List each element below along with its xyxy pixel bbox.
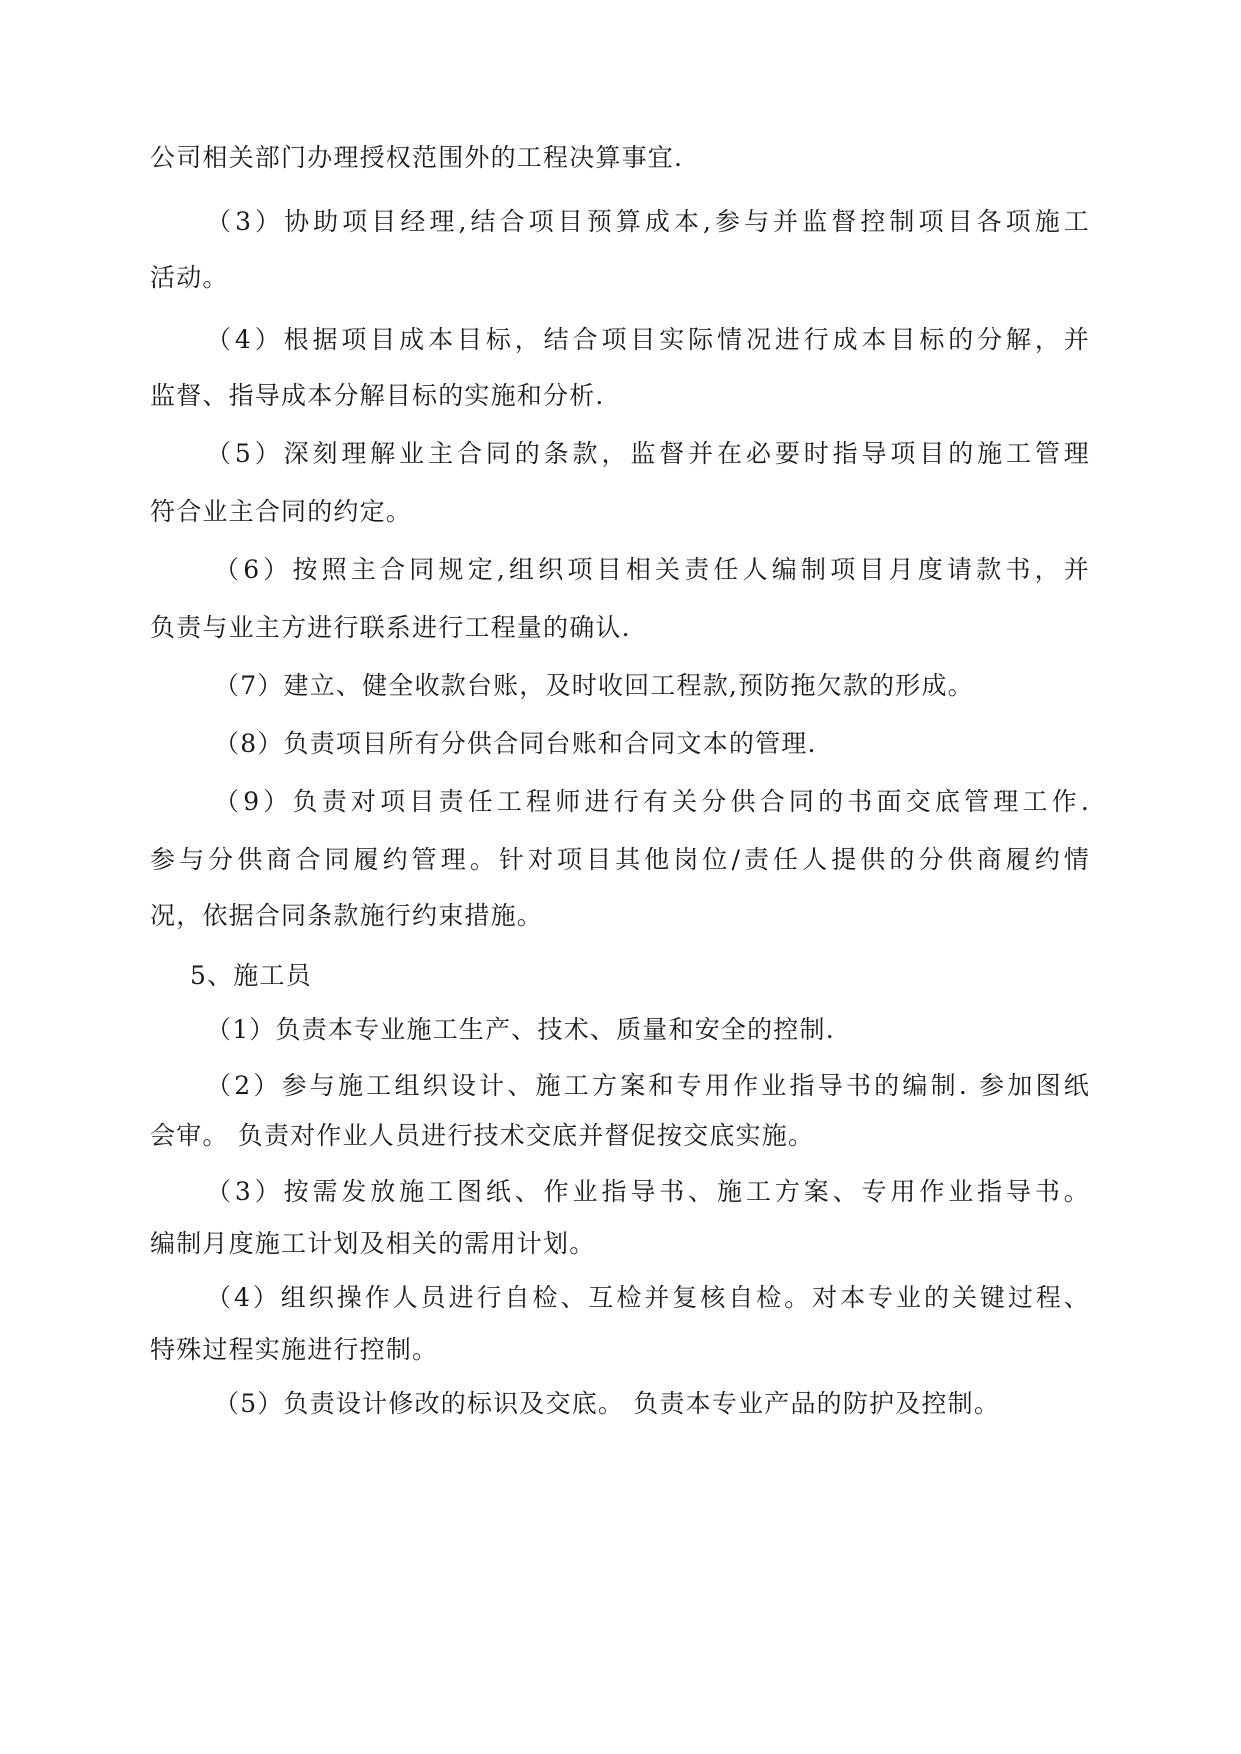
text-line-10: （7）建立、健全收款台账，及时收回工程款,预防拖欠款的形成。 (214, 671, 974, 700)
text-line-22: 特殊过程实施进行控制。 (150, 1335, 439, 1364)
text-line-8: （6）按照主合同规定,组织项目相关责任人编制项目月度请款书，并 (214, 555, 1090, 584)
text-line-2: （3）协助项目经理,结合项目预算成本,参与并监督控制项目各项施工 (206, 207, 1090, 236)
text-line-6: （5）深刻理解业主合同的条款，监督并在必要时指导项目的施工管理 (206, 439, 1090, 468)
text-line-9: 负责与业主方进行联系进行工程量的确认. (150, 613, 631, 642)
text-line-17: （2）参与施工组织设计、施工方案和专用作业指导书的编制. 参加图纸 (206, 1071, 1090, 1100)
text-line-16: （1）负责本专业施工生产、技术、质量和安全的控制. (206, 1015, 835, 1044)
text-line-23: （5）负责设计修改的标识及交底。 负责本专业产品的防护及控制。 (214, 1389, 1001, 1418)
text-line-11: （8）负责项目所有分供合同台账和合同文本的管理. (214, 729, 817, 758)
text-line-14: 况，依据合同条款施行约束措施。 (150, 901, 544, 930)
text-line-13: 参与分供商合同履约管理。针对项目其他岗位/责任人提供的分供商履约情 (150, 845, 1090, 874)
text-line-7: 符合业主合同的约定。 (150, 497, 413, 526)
text-line-12: （9）负责对项目责任工程师进行有关分供合同的书面交底管理工作. (214, 787, 1090, 816)
section-heading: 5、施工员 (190, 961, 312, 990)
text-line-21: （4）组织操作人员进行自检、互检并复核自检。对本专业的关键过程、 (206, 1283, 1090, 1312)
text-line-3: 活动。 (150, 263, 229, 292)
text-line-18: 会审。 负责对作业人员进行技术交底并督促按交底实施。 (150, 1121, 815, 1150)
text-line-5: 监督、指导成本分解目标的实施和分析. (150, 381, 605, 410)
text-line-4: （4）根据项目成本目标，结合项目实际情况进行成本目标的分解，并 (206, 325, 1090, 354)
text-line-19: （3）按需发放施工图纸、作业指导书、施工方案、专用作业指导书。 (206, 1177, 1090, 1206)
text-line-20: 编制月度施工计划及相关的需用计划。 (150, 1229, 596, 1258)
text-line-1: 公司相关部门办理授权范围外的工程决算事宜. (150, 143, 684, 172)
